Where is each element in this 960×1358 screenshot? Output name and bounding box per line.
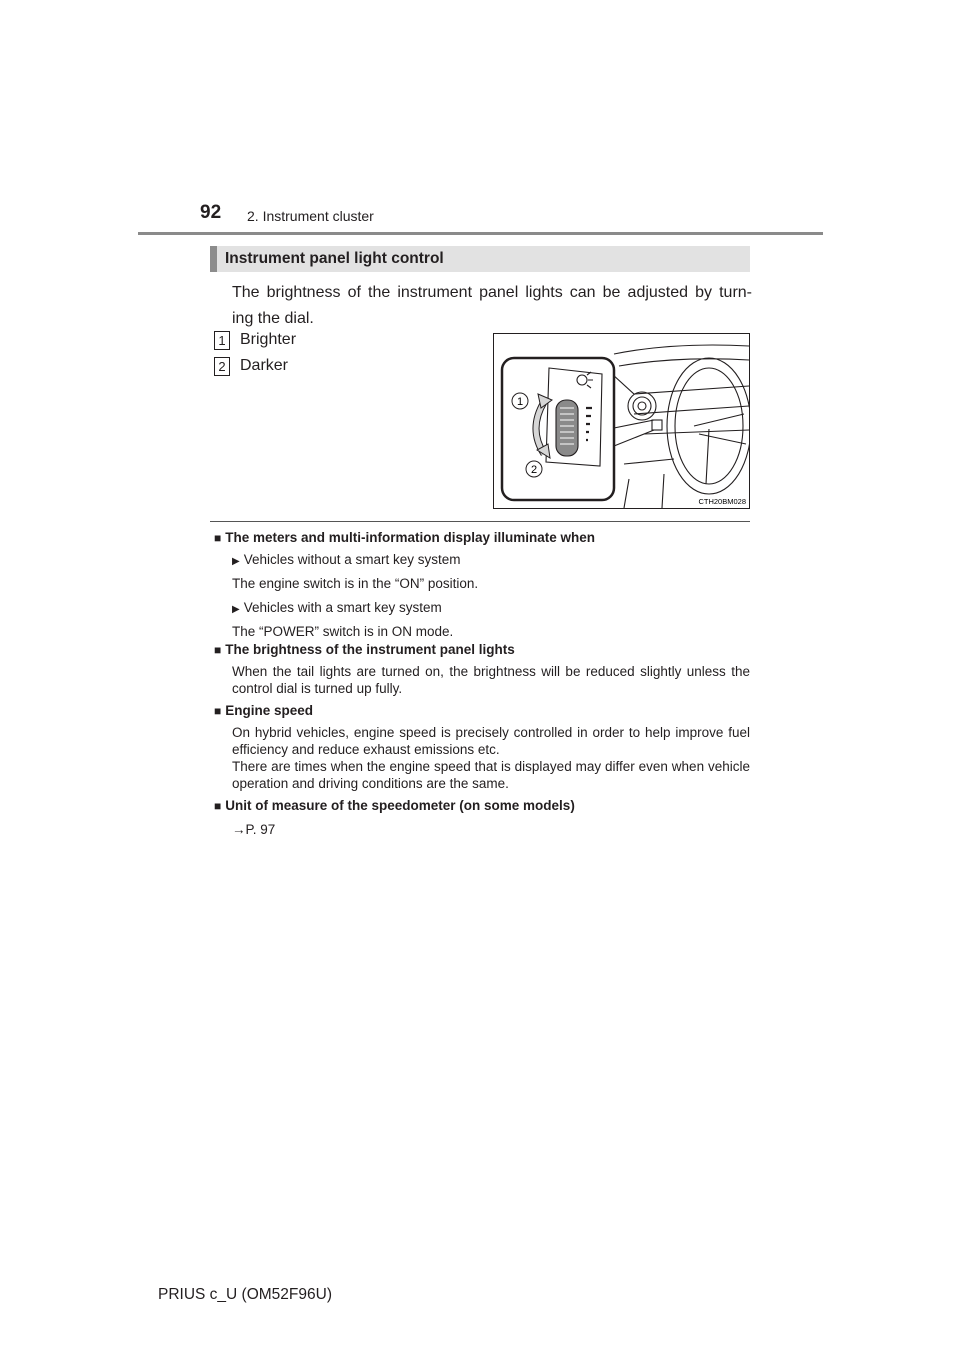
note-2-body: When the tail lights are turned on, the brightness will be reduced slightly unless the control dial is turned up fully. bbox=[232, 664, 750, 696]
note-4-heading: ■ Unit of measure of the speedometer (on some models) bbox=[214, 798, 575, 813]
note-1-bullet-1: ▶ Vehicles without a smart key system bbox=[232, 552, 461, 567]
dial-illustration bbox=[493, 333, 750, 509]
intro-paragraph bbox=[232, 280, 752, 332]
callout-2: 2 bbox=[530, 464, 538, 476]
note-engine-speed bbox=[214, 702, 750, 792]
triangle-bullet-icon: ▶ bbox=[232, 556, 240, 567]
note-1-text-1: The engine switch is in the “ON” position. bbox=[232, 576, 479, 591]
intro-line-1: The brightness of the instrument panel lights can be adjusted by turn- bbox=[232, 284, 752, 301]
triangle-bullet-icon: ▶ bbox=[232, 604, 240, 615]
intro-line-2: ing the dial. bbox=[232, 310, 314, 327]
square-bullet-icon: ■ bbox=[214, 704, 222, 718]
step-label-2: Darker bbox=[240, 357, 289, 374]
square-bullet-icon: ■ bbox=[214, 799, 222, 813]
callout-1: 1 bbox=[516, 396, 524, 408]
step-brighter bbox=[214, 329, 296, 351]
note-1-bullet-2: ▶ Vehicles with a smart key system bbox=[232, 600, 442, 615]
note-2-heading: ■ The brightness of the instrument panel lights bbox=[214, 642, 515, 657]
section-divider bbox=[210, 521, 750, 522]
note-3-body-1: On hybrid vehicles, engine speed is precisely controlled in order to help improve fuel efficiency and reduce exhaust emissions etc. bbox=[232, 725, 750, 757]
page-reference-link[interactable]: →P. 97 bbox=[232, 822, 276, 837]
square-bullet-icon: ■ bbox=[214, 643, 222, 657]
section-banner: Instrument panel light control bbox=[210, 246, 750, 272]
square-bullet-icon: ■ bbox=[214, 531, 222, 545]
step-darker bbox=[214, 355, 288, 377]
header-divider bbox=[138, 232, 823, 235]
note-3-body-2: There are times when the engine speed that is displayed may differ even when vehicle operation and driving conditions are the same. bbox=[232, 759, 750, 791]
note-3-heading: ■ Engine speed bbox=[214, 703, 314, 718]
step-label-1: Brighter bbox=[240, 331, 297, 348]
note-illumination bbox=[214, 529, 750, 640]
step-number-1: 1 bbox=[214, 331, 230, 350]
section-title: 2. Instrument cluster bbox=[247, 208, 374, 224]
note-1-text-2: The “POWER” switch is in ON mode. bbox=[232, 624, 454, 639]
page-number: 92 bbox=[200, 202, 222, 223]
step-number-2: 2 bbox=[214, 357, 230, 376]
note-brightness bbox=[214, 641, 750, 697]
figure-code: CTH20BM028 bbox=[698, 497, 746, 506]
dashboard-drawing bbox=[494, 334, 749, 508]
note-1-heading: ■ The meters and multi-information display illuminate when bbox=[214, 530, 596, 545]
footer-model-code: PRIUS c_U (OM52F96U) bbox=[158, 1286, 332, 1303]
note-speedometer-unit bbox=[214, 797, 750, 838]
